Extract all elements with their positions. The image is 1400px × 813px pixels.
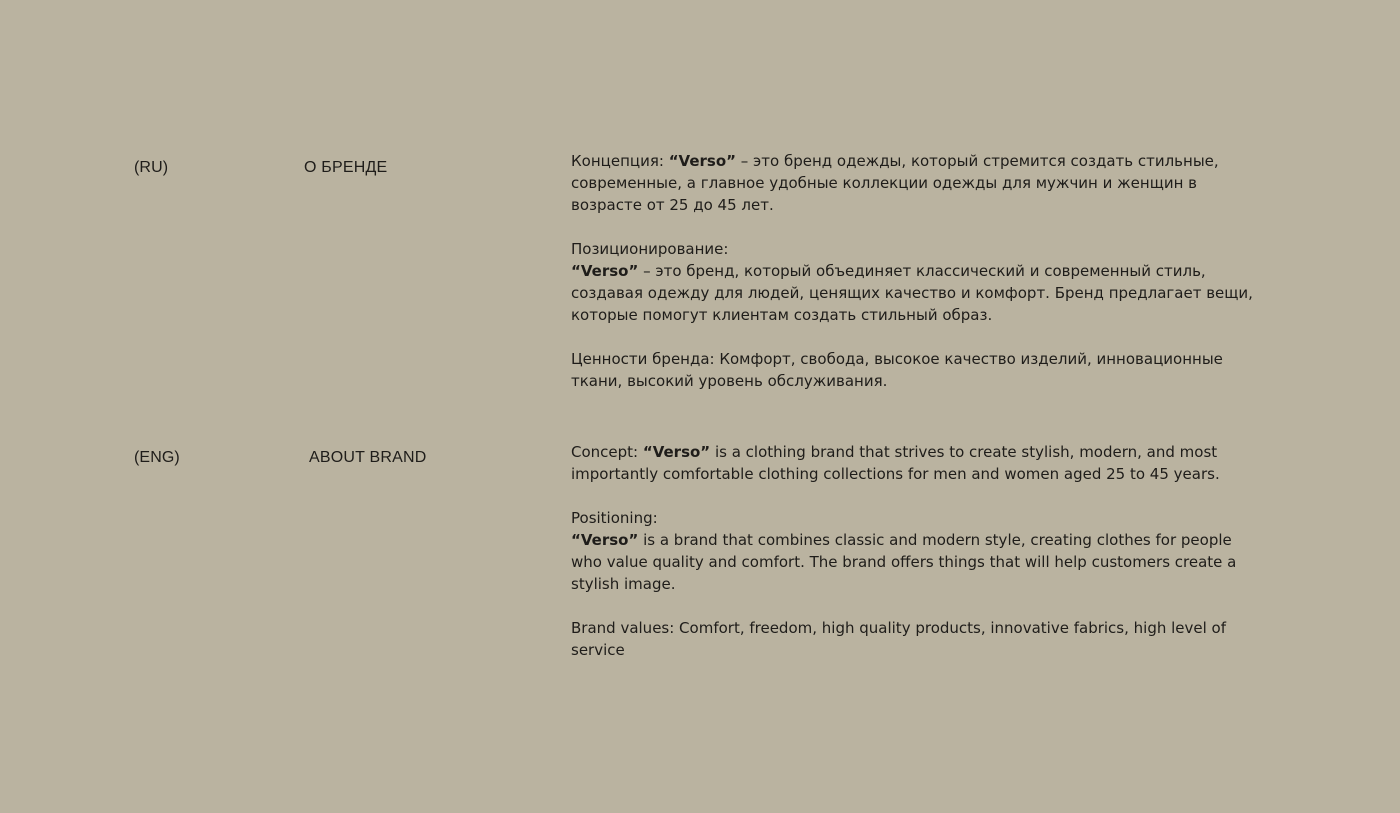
brand-name-en-2: “Verso” [571, 531, 639, 549]
lang-label-ru: (RU) [134, 159, 169, 176]
about-text-en [571, 441, 1241, 661]
lang-label-en: (ENG) [134, 449, 180, 466]
section-title-en: ABOUT BRAND [309, 449, 427, 466]
concept-prefix-ru: Концепция: [571, 152, 669, 170]
concept-paragraph-en [571, 441, 1241, 485]
values-paragraph-ru: Ценности бренда: Комфорт, свобода, высокое качество изделий, инновационные ткани, высокий уровень обслуживания. [571, 350, 1223, 390]
positioning-paragraph-en [571, 507, 1241, 595]
positioning-paragraph-ru [571, 238, 1271, 326]
brand-name-en: “Verso” [642, 443, 711, 461]
brand-name-ru-2: “Verso” [571, 262, 639, 280]
positioning-label-ru: Позиционирование: [571, 240, 729, 258]
concept-text-ru: – это бренд одежды, который стремится создать стильные, современные, а главное удобные коллекции одежды для мужчин и женщин в возрасте от 25 до 45 лет. [571, 152, 1219, 214]
section-title-ru: О БРЕНДЕ [304, 159, 388, 176]
positioning-text-ru: – это бренд, который объединяет классический и современный стиль, создавая одежду для людей, ценящих качество и комфорт. Бренд предлагает вещи, которые помогут клиентам создать стильный образ. [571, 262, 1253, 324]
positioning-label-en: Positioning: [571, 509, 658, 527]
values-paragraph-en: Brand values: Comfort, freedom, high quality products, innovative fabrics, high level of service [571, 619, 1227, 659]
concept-text-en: is a clothing brand that strives to create stylish, modern, and most importantly comfortable clothing collections for men and women aged 25 to 45 years. [571, 443, 1220, 483]
concept-paragraph-ru [571, 150, 1271, 216]
brand-name-ru: “Verso” [668, 152, 736, 170]
concept-prefix-en: Concept: [571, 443, 643, 461]
positioning-text-en: is a brand that combines classic and modern style, creating clothes for people who value quality and comfort. The brand offers things that will help customers create a stylish image. [571, 531, 1237, 593]
about-text-ru [571, 150, 1271, 392]
